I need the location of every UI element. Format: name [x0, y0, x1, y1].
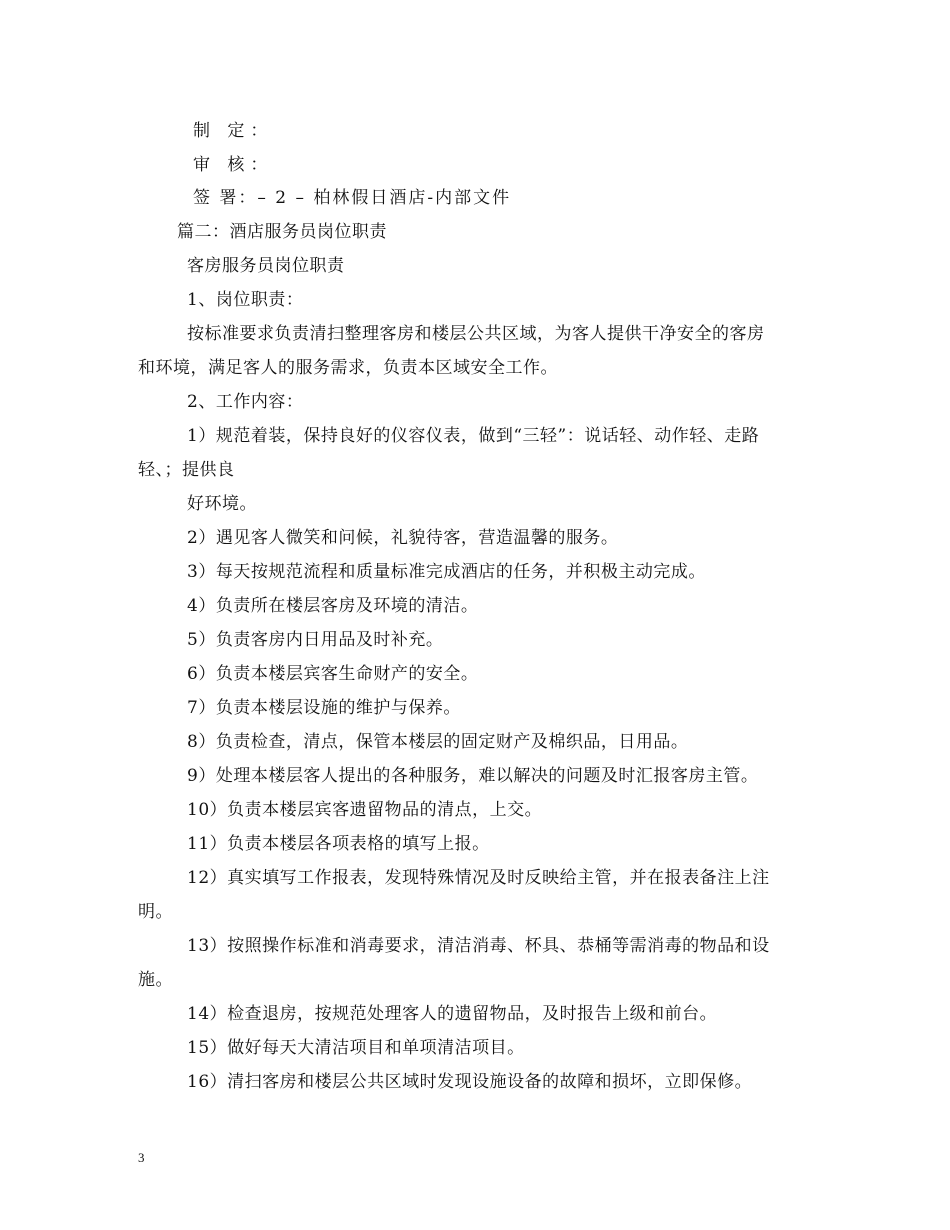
duty-paragraph-line-1: 按标准要求负责清扫整理客房和楼层公共区域，为客人提供干净安全的客房 [187, 324, 765, 344]
list-item: 2）遇见客人微笑和问候，礼貌待客，营造温馨的服务。 [187, 528, 619, 548]
page-number: 3 [138, 1150, 145, 1165]
list-item: 施。 [138, 970, 173, 990]
list-item: 3）每天按规范流程和质量标准完成酒店的任务，并积极主动完成。 [187, 562, 706, 582]
sign-line-prepared: 制 定： [193, 121, 274, 141]
list-item: 16）清扫客房和楼层公共区域时发现设施设备的故障和损坏，立即保修。 [187, 1072, 753, 1092]
duty-paragraph-line-2: 和环境，满足客人的服务需求，负责本区域安全工作。 [138, 358, 558, 378]
list-item: 10）负责本楼层宾客遗留物品的清点，上交。 [187, 800, 543, 820]
list-item: 轻、；提供良 [138, 460, 235, 480]
list-item: 15）做好每天大清洁项目和单项清洁项目。 [187, 1038, 525, 1058]
list-item: 13）按照操作标准和消毒要求，清洁消毒、杯具、恭桶等需消毒的物品和设 [187, 936, 770, 956]
list-item: 12）真实填写工作报表，发现特殊情况及时反映给主管，并在报表备注上注 [187, 868, 770, 888]
list-item: 5）负责客房内日用品及时补充。 [187, 630, 444, 650]
list-item: 4）负责所在楼层客房及环境的清洁。 [187, 596, 479, 616]
heading-work-content: 2、工作内容： [187, 392, 304, 412]
list-item: 9）处理本楼层客人提出的各种服务，难以解决的问题及时汇报客房主管。 [187, 766, 759, 786]
list-item: 好环境。 [187, 494, 257, 514]
list-item: 7）负责本楼层设施的维护与保养。 [187, 698, 461, 718]
list-item: 14）检查退房，按规范处理客人的遗留物品，及时报告上级和前台。 [187, 1004, 718, 1024]
section-title: 篇二：酒店服务员岗位职责 [177, 222, 387, 242]
heading-duties: 1、岗位职责： [187, 290, 304, 310]
role-title: 客房服务员岗位职责 [187, 256, 345, 276]
sign-line-reviewed: 审 核： [193, 155, 274, 175]
list-item: 明。 [138, 902, 173, 922]
list-item: 8）负责检查，清点，保管本楼层的固定财产及棉织品，日用品。 [187, 732, 689, 752]
list-item: 1）规范着装，保持良好的仪容仪表，做到“三轻”：说话轻、动作轻、走路 [187, 426, 760, 446]
list-item: 11）负责本楼层各项表格的填写上报。 [187, 834, 490, 854]
sign-line-signed: 签 署：– 2 – 柏林假日酒店-内部文件 [193, 188, 512, 208]
list-item: 6）负责本楼层宾客生命财产的安全。 [187, 664, 479, 684]
